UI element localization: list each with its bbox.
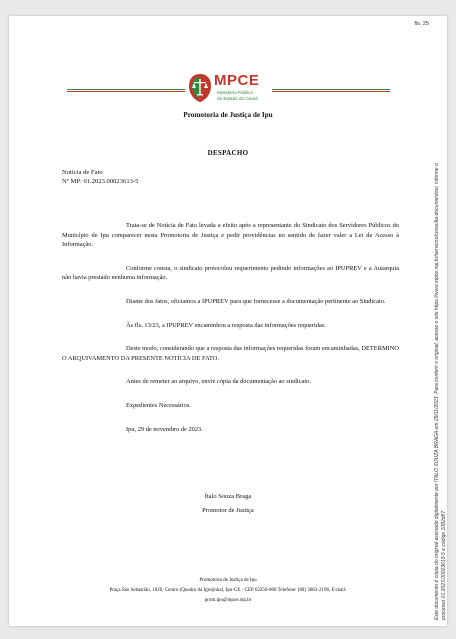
page-number: fls. 25	[414, 21, 429, 27]
header-stripe-left	[67, 89, 185, 92]
signature-block	[9, 490, 447, 518]
logo-subtitle-2: do Estado do Ceará	[217, 96, 258, 101]
side-note-line-1: Este documento é cópia do original assinado digitalmente por ÍTALO SOUZA BRAGA em 29/11/2023. Para conferir o original, acesse o site https://www.mpce.mp.br/servicos/consulta-documentos/, informe o	[434, 163, 440, 620]
paragraph: Deste modo, considerando que a resposta das informações requeridas foram encaminhadas, DETERMINO O ARQUIVAMENTO DA PRESENTE NOTÍCIA DE FATO.	[62, 345, 399, 362]
process-number: Nº MP: 01.2023.00023613-5	[62, 178, 139, 185]
logo-subtitle-1: Ministério Público	[217, 90, 253, 95]
paragraph: Diante dos fatos, oficiamos a IPUPREV para que fornecesse a documentação pertinente ao Sindicato.	[126, 297, 386, 305]
document-body	[62, 221, 399, 448]
footer-office: Promotoria de Justiça de Ipu	[199, 578, 257, 583]
side-note-line-2: processo 01.2023.00023613-5 e código 1082d87	[440, 511, 447, 620]
document-type: Notícia de Fato	[62, 169, 103, 176]
footer-address: Praça São Sebastião, 1020, Centro (Quadro da Igrejinha), Ipu-CE - CEP 62250-000 Telefone: (88) 3683-2196, E-mail:	[109, 588, 347, 593]
office-name: Promotoria de Justiça de Ipu	[183, 111, 273, 119]
logo-title: MPCE	[214, 72, 260, 89]
page-footer	[9, 576, 447, 606]
date-line: Ipu, 29 de novembro de 2023.	[126, 425, 203, 433]
document-meta	[62, 168, 138, 186]
mpce-logo	[187, 72, 271, 106]
paragraph: Trata-se de Notícia de Fato levada a efeito após a representante do Sindicato dos Servidores Públicos do Município de Ipu comparecer nesta Promotoria de Justiça e pedir providências no sentido de fazer valer a Lei de Acesso à Informação.	[62, 222, 399, 249]
paragraph: Expedientes Necessários.	[126, 401, 191, 409]
paragraph: Às fls. 13/23, a IPUPREV encaminhou a resposta das informações requeridas.	[126, 321, 326, 329]
authentication-side-note	[430, 100, 454, 620]
signer-name: Ítalo Souza Braga	[204, 493, 252, 500]
paragraph: Conforme consta, o sindicato protocolou requerimento pedindo informações ao IPUPREV e a Autarquia não havia prestado nenhuma informação.	[62, 264, 399, 282]
header-stripe-right	[272, 89, 390, 92]
scales-of-justice-icon	[187, 72, 213, 104]
document-page	[9, 16, 447, 626]
signer-role: Promotor de Justiça	[202, 507, 254, 514]
footer-email: prom.ipu@mpce.mp.br	[204, 598, 252, 603]
document-title: DESPACHO	[207, 149, 249, 157]
paragraph: Antes de remeter ao arquivo, envie cópia da documentação ao sindicato.	[126, 378, 311, 386]
